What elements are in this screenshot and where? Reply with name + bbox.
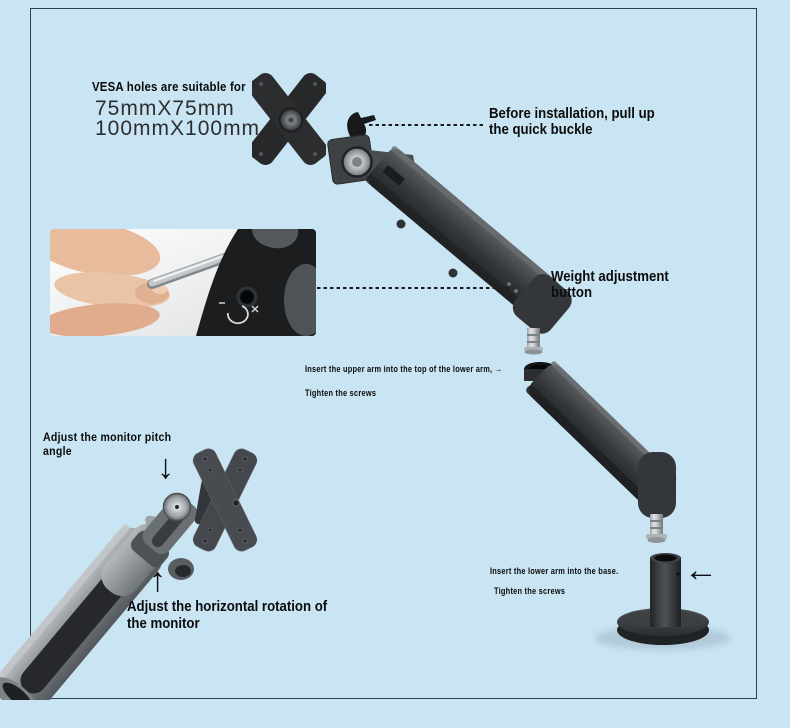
pole-socket-hole — [655, 555, 677, 562]
base-step-line1: Insert the lower arm into the base. — [490, 566, 619, 577]
pitch-pivot-disc — [164, 494, 191, 521]
pitch-angle-label: Adjust the monitor pitch angle — [43, 430, 172, 458]
vesa-center-hole — [233, 500, 239, 506]
upper-arm-step-line1: Insert the upper arm into the top of the lower arm, → — [305, 364, 503, 375]
horizontal-rotation-label: Adjust the horizontal rotation of the monitor — [127, 598, 328, 632]
lower-arm-elbow — [638, 452, 676, 518]
vesa-size-100: 100mmX100mm — [95, 117, 261, 140]
upper-arm-step-line2: Tighten the screws — [305, 388, 377, 399]
adjust-screw-hole — [241, 291, 254, 304]
vesa-compatibility-label: VESA holes are suitable for — [92, 79, 246, 94]
vesa-hole — [313, 82, 317, 86]
vesa-adapter-plate-image — [252, 72, 326, 166]
vesa-hole — [259, 82, 263, 86]
quick-buckle-label: Before installation, pull up the quick buckle — [489, 105, 655, 138]
base-step-line2: Tighten the screws — [494, 586, 566, 597]
photo-illustration — [50, 229, 316, 336]
vesa-hole — [313, 152, 317, 156]
vesa-size-75: 75mmX75mm — [95, 97, 235, 120]
weight-adjustment-label: Weight adjustment button — [551, 268, 669, 301]
weight-leader-line — [317, 287, 513, 289]
weight-adjust-screw — [507, 282, 511, 286]
up-arrow-icon: ↑ — [149, 561, 166, 599]
base-set-screw — [676, 572, 679, 575]
vesa-hole — [259, 152, 263, 156]
buckle-leader-line — [369, 124, 486, 126]
base-pole — [650, 553, 681, 627]
vesa-size-values — [95, 99, 260, 139]
weight-adjust-photo — [50, 229, 316, 336]
lower-arm-image — [512, 350, 697, 560]
left-arrow-icon: ← — [684, 551, 718, 589]
head-closeup-image — [0, 428, 274, 700]
vesa-plate — [252, 72, 326, 166]
lower-arm-pin — [646, 514, 667, 543]
down-arrow-icon: ↓ — [157, 448, 174, 486]
rotation-joint-nub — [168, 558, 194, 580]
